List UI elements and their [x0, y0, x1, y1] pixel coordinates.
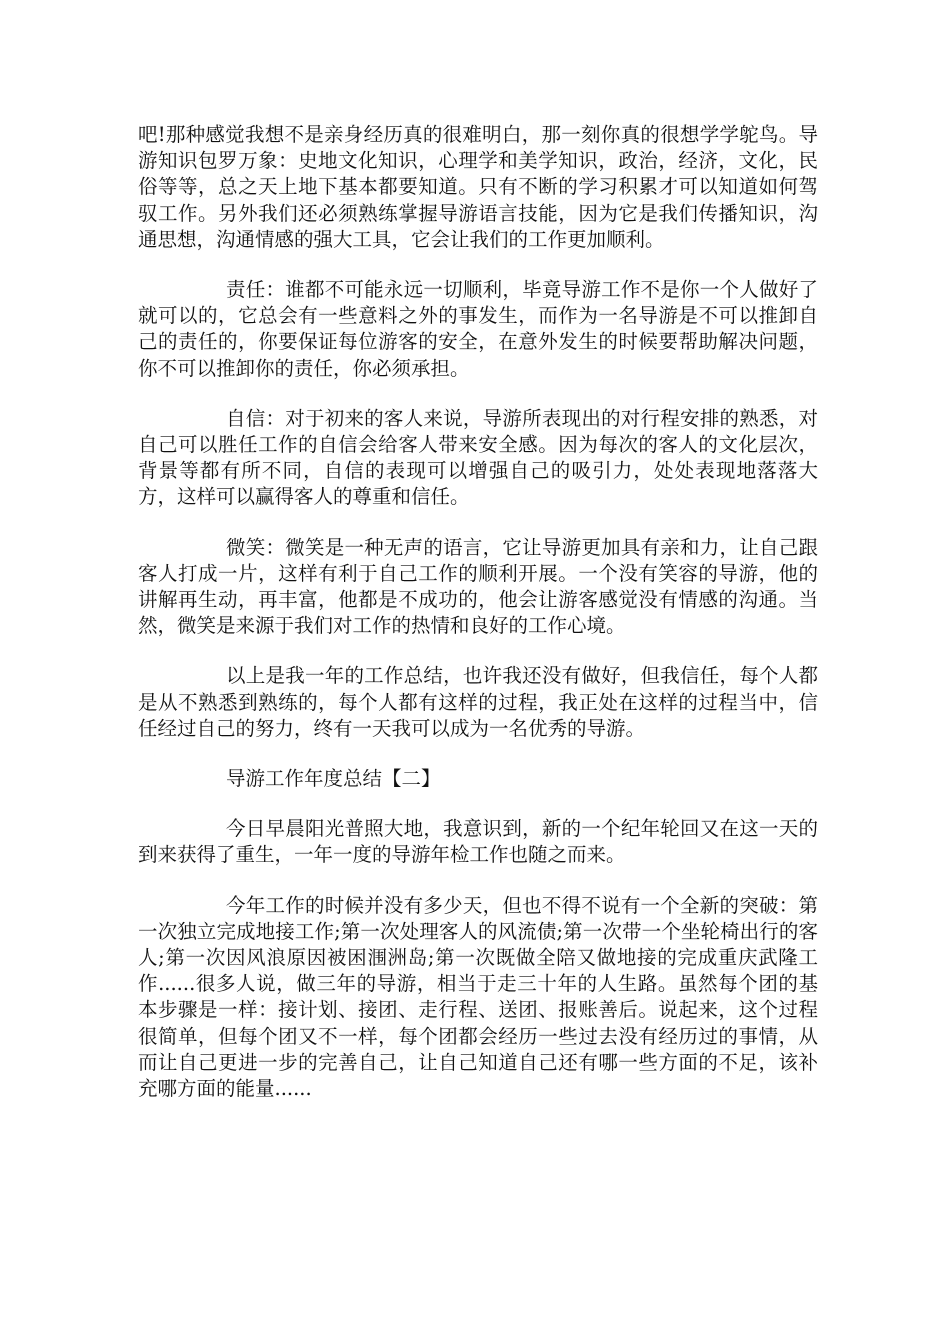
paragraph-smile: 微笑：微笑是一种无声的语言，它让导游更加具有亲和力，让自己跟客人打成一片，这样有利于自己工作的顺利开展。一个没有笑容的导游，他的讲解再生动，再丰富，他都是不成功的，他会让游客感觉没有情感的沟通。当然，微笑是来源于我们对工作的热情和良好的工作心境。 — [138, 535, 818, 638]
paragraph-responsibility: 责任：谁都不可能永远一切顺利，毕竟导游工作不是你一个人做好了就可以的，它总会有一些意料之外的事发生，而作为一名导游是不可以推卸自己的责任的，你要保证每位游客的安全，在意外发生的时候要帮助解决问题，你不可以推卸你的责任，你必须承担。 — [138, 278, 818, 380]
paragraph-new-year: 今日早晨阳光普照大地，我意识到，新的一个纪年轮回又在这一天的到来获得了重生，一年一度的导游年检工作也随之而来。 — [138, 817, 818, 867]
paragraph-breakthroughs: 今年工作的时候并没有多少天，但也不得不说有一个全新的突破：第一次独立完成地接工作;第一次处理客人的风流债;第一次带一个坐轮椅出行的客人;第一次因风浪原因被困涠洲岛;第一次既做全陪又做地接的完成重庆武隆工作......很多人说，做三年的导游，相当于走三十年的人生路。虽然每个团的基本步骤是一样：接计划、接团、走行程、送团、报账善后。说起来，这个过程很简单，但每个团又不一样，每个团都会经历一些过去没有经历过的事情，从而让自己更进一步的完善自己，让自己知道自己还有哪一些方面的不足，该补充哪方面的能量...... — [138, 893, 818, 1101]
paragraph-summary: 以上是我一年的工作总结，也许我还没有做好，但我信任，每个人都是从不熟悉到熟练的，每个人都有这样的过程，我正处在这样的过程当中，信任经过自己的努力，终有一天我可以成为一名优秀的导游。 — [138, 664, 818, 740]
paragraph-confidence: 自信：对于初来的客人来说，导游所表现出的对行程安排的熟悉，对自己可以胜任工作的自信会给客人带来安全感。因为每次的客人的文化层次，背景等都有所不同，自信的表现可以增强自己的吸引力，处处表现地落落大方，这样可以赢得客人的尊重和信任。 — [138, 406, 818, 509]
section-heading: 导游工作年度总结【二】 — [226, 767, 441, 791]
paragraph-continuation: 吧!那种感觉我想不是亲身经历真的很难明白，那一刻你真的很想学学鸵鸟。导游知识包罗万象：史地文化知识，心理学和美学知识，政治，经济，文化，民俗等等，总之天上地下基本都要知道。只有不断的学习积累才可以知道如何驾驭工作。另外我们还必须熟练掌握导游语言技能，因为它是我们传播知识，沟通思想，沟通情感的强大工具，它会让我们的工作更加顺利。 — [138, 123, 818, 251]
